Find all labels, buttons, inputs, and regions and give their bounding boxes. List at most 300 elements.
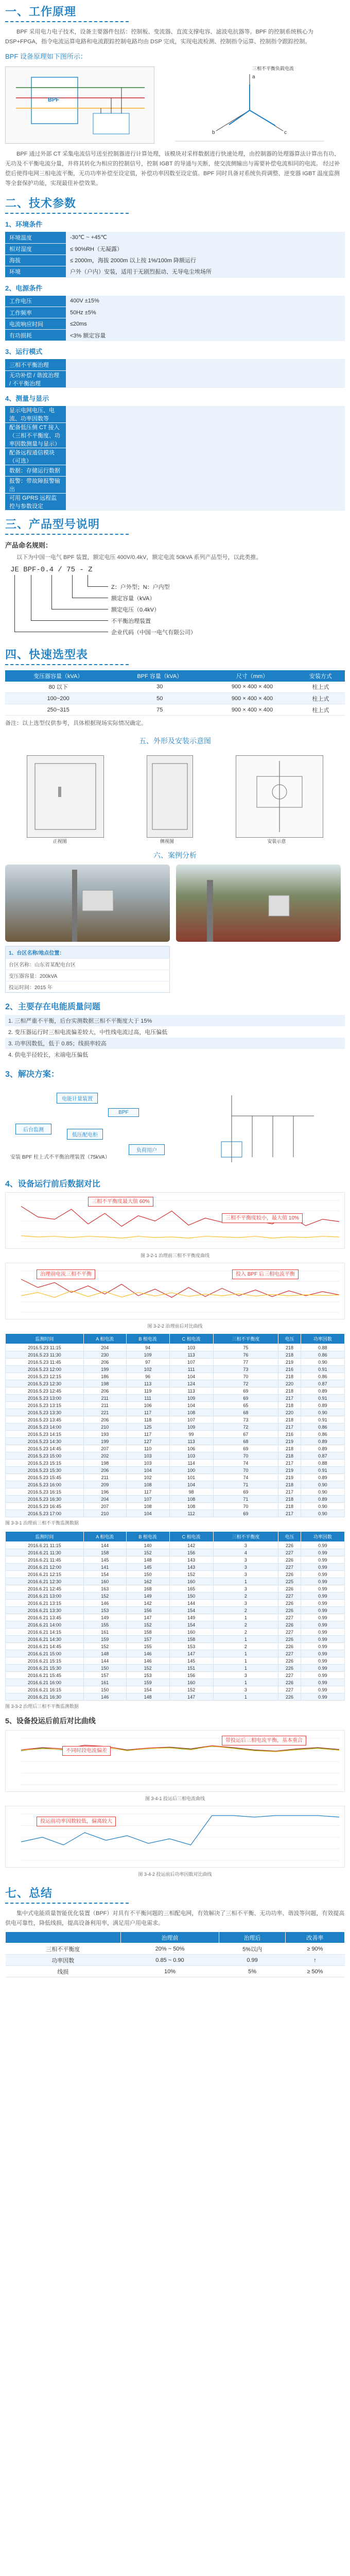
- cabinet-front-view: [27, 755, 104, 844]
- section-7-title: 七、总结: [5, 1887, 53, 1900]
- table-cell: 69: [213, 1510, 278, 1517]
- monitor-caption-before: 图 3-3-1 治理前三相不平衡监测数据: [5, 1520, 79, 1526]
- table-header: 三相不平衡度: [213, 1334, 278, 1344]
- table-cell: 76: [213, 1351, 278, 1359]
- table-cell: 227: [278, 1686, 301, 1693]
- table-cell: 117: [126, 1431, 169, 1438]
- vector-c-label: c: [284, 130, 287, 135]
- table-row: [6, 1943, 345, 1955]
- table-cell: 0.99: [301, 1657, 344, 1665]
- vector-svg: [165, 64, 335, 146]
- table-cell: 2016.5.23 14:30: [6, 1438, 84, 1445]
- table-row: [5, 682, 345, 693]
- principle-diagrams: [5, 64, 345, 146]
- bpf-wiring-diagram: [5, 66, 154, 144]
- table-cell: 0.89: [301, 1474, 344, 1481]
- issue-title: 2、主要存在电能质量问题: [5, 1003, 100, 1011]
- table-cell: 163: [83, 1585, 126, 1592]
- param-value: [66, 493, 345, 510]
- table-cell: 3: [213, 1585, 278, 1592]
- table-cell: 111: [126, 1395, 169, 1402]
- table-cell: 117: [126, 1409, 169, 1416]
- table-cell: 2016.5.23 12:45: [6, 1387, 84, 1395]
- table-cell: 67: [213, 1431, 278, 1438]
- table-row: [6, 1452, 345, 1460]
- table-cell: 50: [111, 693, 208, 704]
- param-value: 50Hz ±5%: [66, 307, 345, 318]
- table-cell: 113: [169, 1387, 213, 1395]
- table-cell: 2: [213, 1629, 278, 1636]
- table-cell: 3: [213, 1564, 278, 1571]
- table-cell: 2016.6.21 16:00: [6, 1679, 84, 1686]
- chart-4-caption: 图 3-4-2 投运前后功率因数对比曲线: [138, 1872, 212, 1877]
- section-1-header: [5, 0, 345, 19]
- table-cell: 0.99: [301, 1585, 344, 1592]
- table-cell: 206: [83, 1387, 126, 1395]
- param-value: <3% 额定容量: [66, 330, 345, 341]
- table-cell: 0.99: [301, 1614, 344, 1621]
- table-cell: 226: [278, 1585, 301, 1592]
- table-row: [5, 693, 345, 704]
- chart-2-caption: 图 3-2-2 治理前后对比曲线: [147, 1324, 203, 1329]
- param-row: [5, 493, 345, 510]
- table-cell: 0.99: [301, 1542, 344, 1549]
- table-cell: 2016.6.21 15:30: [6, 1665, 84, 1672]
- table-header: 功率因数: [301, 1334, 344, 1344]
- table-header: A 相电流: [83, 1334, 126, 1344]
- flow-node: BPF: [108, 1108, 139, 1117]
- table-row: [6, 1510, 345, 1517]
- table-cell: 218: [278, 1503, 301, 1510]
- table-cell: 69: [213, 1445, 278, 1452]
- model-code-diagram: [10, 566, 345, 643]
- table-cell: 75: [111, 704, 208, 716]
- table-cell: 3: [213, 1542, 278, 1549]
- table-cell: 2016.5.23 11:15: [6, 1344, 84, 1351]
- table-cell: 0.99: [301, 1665, 344, 1672]
- section-divider: [5, 213, 129, 214]
- table-cell: 1: [213, 1665, 278, 1672]
- table-cell: 2016.5.23 16:45: [6, 1503, 84, 1510]
- param-value: ≤ 2000m，海拔 2000m 以上按 1%/100m 降额运行: [66, 255, 345, 266]
- model-desc: 以下为中国一电气 BPF 装置，额定电压 400V/0.4kV，额定电流 50kVA 系列产品型号，以此类推。: [16, 554, 262, 561]
- param-key: 海拔: [5, 255, 66, 266]
- table-cell: 0.90: [301, 1359, 344, 1366]
- chart-4-svg: [6, 1806, 344, 1868]
- table-cell: 150: [83, 1665, 126, 1672]
- table-cell: 70: [213, 1503, 278, 1510]
- table-cell: 0.87: [301, 1380, 344, 1387]
- table-header: C 相电流: [169, 1334, 213, 1344]
- table-cell: 0.90: [301, 1488, 344, 1496]
- table-cell: 2016.5.23 13:15: [6, 1402, 84, 1409]
- param-key: 工作电压: [5, 296, 66, 307]
- param-key: 相对湿度: [5, 243, 66, 255]
- table-cell: 1: [213, 1650, 278, 1657]
- sub-5-title: 5、设备投运后前后对比曲线: [5, 1717, 96, 1725]
- table-cell: 226: [278, 1621, 301, 1629]
- table-cell: 0.86: [301, 1373, 344, 1380]
- table-cell: 148: [83, 1650, 126, 1657]
- table-cell: 103: [169, 1452, 213, 1460]
- table-row: [6, 1672, 345, 1679]
- vector-b-label: b: [212, 130, 215, 135]
- table-cell: 218: [278, 1481, 301, 1488]
- monitor-caption-after: 图 3-3-2 治理后三相不平衡监测数据: [5, 1704, 79, 1709]
- model-line: [72, 575, 73, 598]
- monitor-table-before: [5, 1333, 345, 1517]
- table-cell: 144: [83, 1657, 126, 1665]
- table-cell: 0.99: [301, 1629, 344, 1636]
- table-header: A 相电流: [83, 1532, 126, 1542]
- table-cell: 149: [126, 1592, 169, 1600]
- table-row: [6, 1366, 345, 1373]
- table-cell: 2016.5.23 13:30: [6, 1409, 84, 1416]
- table-cell: 4: [213, 1549, 278, 1556]
- table-cell: 198: [83, 1460, 126, 1467]
- param-key: 无功补偿 / 谐波治理 / 不平衡治理: [5, 370, 66, 387]
- table-cell: 152: [126, 1549, 169, 1556]
- chart-1-callout: 三相不平衡度最大值 60%: [88, 1197, 153, 1207]
- table-cell: 108: [169, 1503, 213, 1510]
- table-cell: 161: [83, 1679, 126, 1686]
- table-cell: 2016.6.21 14:00: [6, 1621, 84, 1629]
- table-cell: 220: [278, 1380, 301, 1387]
- table-header: B 相电流: [126, 1334, 169, 1344]
- table-cell: 127: [126, 1438, 169, 1445]
- table-cell: 226: [278, 1636, 301, 1643]
- param-row: [5, 318, 345, 330]
- table-cell: 2: [213, 1643, 278, 1650]
- table-cell: 204: [83, 1496, 126, 1503]
- table-cell: 155: [83, 1621, 126, 1629]
- table-cell: 0.99: [301, 1636, 344, 1643]
- table-cell: 3: [213, 1672, 278, 1679]
- table-row: [6, 1564, 345, 1571]
- table-header: 变压器容量（kVA）: [5, 670, 111, 682]
- table-cell: 148: [126, 1556, 169, 1564]
- table-header: 安装方式: [296, 670, 345, 682]
- table-cell: 219: [278, 1474, 301, 1481]
- table-cell: 218: [278, 1452, 301, 1460]
- table-cell: 198: [83, 1380, 126, 1387]
- table-cell: 2016.5.23 16:30: [6, 1496, 84, 1503]
- table-cell: 159: [126, 1679, 169, 1686]
- table-cell: 207: [83, 1445, 126, 1452]
- table-cell: 5%: [219, 1966, 285, 1977]
- run-title: 3、运行模式: [5, 348, 43, 355]
- section-5-title: 五、外形及安装示意图: [139, 737, 211, 745]
- table-cell: 3: [213, 1571, 278, 1578]
- table-cell: 2016.6.21 13:15: [6, 1600, 84, 1607]
- table-cell: 143: [169, 1564, 213, 1571]
- table-header: 电压: [278, 1334, 301, 1344]
- table-cell: 0.99: [301, 1607, 344, 1614]
- table-cell: 2016.6.21 16:15: [6, 1686, 84, 1693]
- table-row: [6, 1585, 345, 1592]
- param-row: [5, 232, 345, 243]
- table-cell: 0.88: [301, 1460, 344, 1467]
- table-cell: 65: [213, 1402, 278, 1409]
- table-cell: 146: [83, 1693, 126, 1701]
- param-key: 配备远程通信模块（可选）: [5, 448, 66, 465]
- table-cell: 900 × 400 × 400: [208, 704, 296, 716]
- table-cell: 2016.5.23 14:15: [6, 1431, 84, 1438]
- table-cell: 900 × 400 × 400: [208, 682, 296, 693]
- param-key: 环境温度: [5, 232, 66, 243]
- section-divider: [5, 534, 129, 535]
- param-key: 电流响应时间: [5, 318, 66, 330]
- section-6-title: 六、案例分析: [153, 851, 197, 859]
- table-row: [6, 1488, 345, 1496]
- table-cell: 0.89: [301, 1445, 344, 1452]
- section-1-intro: BPF 采用电力电子技术，设备主要器件包括：控制板、变流器、直流支撑电容、滤波电抗器等。BPF 的控制系统核心为 DSP+FPGA，指令电流运算电路和电流跟踪控制电路均由 DSP 完成，实现电流检测、控制指令运算、控制指令跟踪控制。: [5, 29, 313, 45]
- table-cell: 2016.6.21 12:00: [6, 1564, 84, 1571]
- param-value: [66, 465, 345, 476]
- table-cell: 168: [126, 1585, 169, 1592]
- table-cell: 1: [213, 1693, 278, 1701]
- table-row: [6, 1592, 345, 1600]
- param-key: 数据：存储运行数据: [5, 465, 66, 476]
- table-cell: 2: [213, 1621, 278, 1629]
- table-cell: 3: [213, 1686, 278, 1693]
- section-4-title: 四、快速选型表: [5, 648, 89, 661]
- model-line: [31, 620, 108, 621]
- table-cell: 199: [83, 1438, 126, 1445]
- table-row: [6, 1467, 345, 1474]
- table-cell: 226: [278, 1643, 301, 1650]
- table-cell: 2016.5.23 13:00: [6, 1395, 84, 1402]
- table-cell: 226: [278, 1607, 301, 1614]
- param-value: [66, 359, 345, 370]
- table-cell: 158: [126, 1629, 169, 1636]
- table-cell: 227: [278, 1672, 301, 1679]
- table-cell: 2016.6.21 11:45: [6, 1556, 84, 1564]
- table-cell: 153: [83, 1607, 126, 1614]
- section-7-header: [5, 1882, 345, 1901]
- table-cell: 71: [213, 1481, 278, 1488]
- table-cell: 0.89: [301, 1402, 344, 1409]
- table-row: [6, 1542, 345, 1549]
- chart-1: [5, 1192, 345, 1249]
- table-cell: 97: [126, 1359, 169, 1366]
- table-cell: 162: [126, 1578, 169, 1585]
- table-cell: 75: [213, 1344, 278, 1351]
- table-cell: 217: [278, 1395, 301, 1402]
- side-svg: [147, 756, 192, 837]
- table-cell: 线损: [6, 1966, 121, 1977]
- model-item-5: 企业代码（中国一电气有限公司）: [111, 629, 196, 636]
- param-row: [5, 296, 345, 307]
- table-cell: 125: [126, 1423, 169, 1431]
- chart-2: [5, 1263, 345, 1319]
- table-cell: 186: [83, 1373, 126, 1380]
- table-cell: 157: [83, 1672, 126, 1679]
- param-row: [5, 307, 345, 318]
- monitor-table-after: [5, 1531, 345, 1701]
- table-cell: 3: [213, 1600, 278, 1607]
- param-key: 报警：带故障报警输出: [5, 476, 66, 493]
- flow-node: 低压配电柜: [67, 1129, 103, 1140]
- table-cell: 71: [213, 1496, 278, 1503]
- table-cell: 20% ~ 50%: [120, 1943, 219, 1955]
- table-cell: 114: [169, 1460, 213, 1467]
- table-row: [6, 1614, 345, 1621]
- table-cell: 230: [83, 1351, 126, 1359]
- table-cell: 146: [126, 1657, 169, 1665]
- table-row: [6, 1686, 345, 1693]
- table-cell: 227: [278, 1564, 301, 1571]
- table-row: [6, 1578, 345, 1585]
- table-cell: 140: [126, 1542, 169, 1549]
- table-cell: 104: [169, 1402, 213, 1409]
- table-cell: 160: [169, 1629, 213, 1636]
- table-cell: 196: [83, 1488, 126, 1496]
- table-cell: 0.99: [301, 1600, 344, 1607]
- param-row: [5, 266, 345, 277]
- table-cell: 145: [169, 1657, 213, 1665]
- table-cell: 227: [278, 1650, 301, 1657]
- table-header: 监测时间: [6, 1532, 84, 1542]
- table-cell: 152: [83, 1592, 126, 1600]
- table-cell: 100~200: [5, 693, 111, 704]
- table-cell: 218: [278, 1416, 301, 1423]
- table-cell: 103: [126, 1452, 169, 1460]
- table-cell: 108: [169, 1496, 213, 1503]
- table-cell: 0.99: [301, 1564, 344, 1571]
- table-cell: 0.99: [301, 1592, 344, 1600]
- table-row: [6, 1650, 345, 1657]
- case-photo-site: [176, 865, 341, 942]
- table-cell: 0.89: [301, 1438, 344, 1445]
- chart-4-callout: 投运前功率因数较低，偏离较大: [37, 1817, 116, 1826]
- param-value: [66, 370, 345, 387]
- table-header: 治理后: [219, 1932, 285, 1943]
- param-value: [66, 406, 345, 423]
- model-line: [87, 575, 88, 586]
- table-cell: 0.86: [301, 1351, 344, 1359]
- table-row: [6, 1351, 345, 1359]
- table-cell: 158: [169, 1636, 213, 1643]
- table-row: [6, 1395, 345, 1402]
- table-row: [6, 1955, 345, 1966]
- param-value: 400V ±15%: [66, 296, 345, 307]
- table-cell: 141: [83, 1564, 126, 1571]
- table-cell: 2016.5.23 14:45: [6, 1445, 84, 1452]
- table-cell: 119: [126, 1387, 169, 1395]
- table-header: 电压: [278, 1532, 301, 1542]
- chart-4: [5, 1806, 345, 1868]
- table-cell: 148: [126, 1693, 169, 1701]
- chart-3-callout: 带投运后三相电流平衡，基本重合: [222, 1736, 306, 1745]
- table-cell: 5%以内: [219, 1943, 285, 1955]
- table-cell: 103: [169, 1344, 213, 1351]
- table-cell: 94: [126, 1344, 169, 1351]
- table-cell: 0.90: [301, 1510, 344, 1517]
- table-cell: 3: [213, 1556, 278, 1564]
- param-value: [66, 476, 345, 493]
- table-cell: 2016.5.23 15:00: [6, 1452, 84, 1460]
- table-row: [6, 1344, 345, 1351]
- table-cell: 146: [126, 1650, 169, 1657]
- table-cell: 149: [83, 1614, 126, 1621]
- table-cell: 106: [169, 1445, 213, 1452]
- param-row: [5, 359, 345, 370]
- param-key: 可用 GPRS 远程监控与参数设定: [5, 493, 66, 510]
- table-cell: 202: [83, 1452, 126, 1460]
- table-cell: 156: [126, 1607, 169, 1614]
- site-svg: [176, 865, 341, 942]
- table-cell: 72: [213, 1380, 278, 1387]
- table-cell: 113: [169, 1438, 213, 1445]
- table-cell: 0.99: [301, 1571, 344, 1578]
- run-table: [5, 359, 345, 388]
- table-cell: 211: [83, 1402, 126, 1409]
- chart-3-callout: 不同时段电流偏差: [62, 1746, 111, 1756]
- table-cell: 160: [169, 1679, 213, 1686]
- chart-1-caption: 图 3-2-1 治理前三相不平衡度曲线: [140, 1253, 209, 1258]
- table-row: [6, 1359, 345, 1366]
- chart-1-callout: 三相不平衡度较小，最大值 10%: [222, 1213, 303, 1223]
- table-cell: 154: [169, 1621, 213, 1629]
- table-cell: 157: [126, 1636, 169, 1643]
- table-cell: 2016.5.23 15:30: [6, 1467, 84, 1474]
- table-cell: 10%: [120, 1966, 219, 1977]
- table-row: [6, 1621, 345, 1629]
- table-cell: 159: [83, 1636, 126, 1643]
- table-cell: 207: [83, 1503, 126, 1510]
- flow-node: 后台监测: [15, 1124, 51, 1134]
- param-value: [66, 448, 345, 465]
- table-cell: 1: [213, 1636, 278, 1643]
- disp-title: 4、测量与显示: [5, 394, 49, 402]
- table-cell: 227: [278, 1549, 301, 1556]
- table-cell: 68: [213, 1438, 278, 1445]
- table-cell: 152: [169, 1686, 213, 1693]
- param-row: [5, 255, 345, 266]
- table-cell: 0.89: [301, 1496, 344, 1503]
- table-row: [6, 1409, 345, 1416]
- model-code: JE BPF-0.4 / 75 - Z: [10, 565, 93, 574]
- table-cell: 2016.6.21 12:15: [6, 1571, 84, 1578]
- table-cell: 900 × 400 × 400: [208, 693, 296, 704]
- table-cell: 143: [169, 1556, 213, 1564]
- table-cell: 2016.5.23 15:45: [6, 1474, 84, 1481]
- param-row: [5, 422, 345, 448]
- table-row: [6, 1665, 345, 1672]
- table-cell: 165: [169, 1585, 213, 1592]
- section-2-header: [5, 192, 345, 211]
- table-cell: 146: [83, 1600, 126, 1607]
- table-cell: 211: [83, 1395, 126, 1402]
- param-row: [5, 243, 345, 255]
- table-cell: 145: [83, 1556, 126, 1564]
- table-cell: 150: [126, 1571, 169, 1578]
- table-cell: 2016.6.21 12:45: [6, 1585, 84, 1592]
- table-cell: 77: [213, 1359, 278, 1366]
- table-cell: 100: [169, 1467, 213, 1474]
- table-cell: 0.85 ~ 0.90: [120, 1955, 219, 1966]
- issue-line: 1. 三相严重不平衡，后台实测数据三相不平衡度大于 15%: [5, 1015, 345, 1026]
- table-cell: 柱上式: [296, 682, 345, 693]
- table-cell: 151: [169, 1665, 213, 1672]
- table-cell: 153: [126, 1672, 169, 1679]
- table-cell: 69: [213, 1387, 278, 1395]
- table-cell: 218: [278, 1373, 301, 1380]
- table-row: [6, 1445, 345, 1452]
- table-cell: 107: [169, 1359, 213, 1366]
- table-cell: 2016.6.21 11:15: [6, 1542, 84, 1549]
